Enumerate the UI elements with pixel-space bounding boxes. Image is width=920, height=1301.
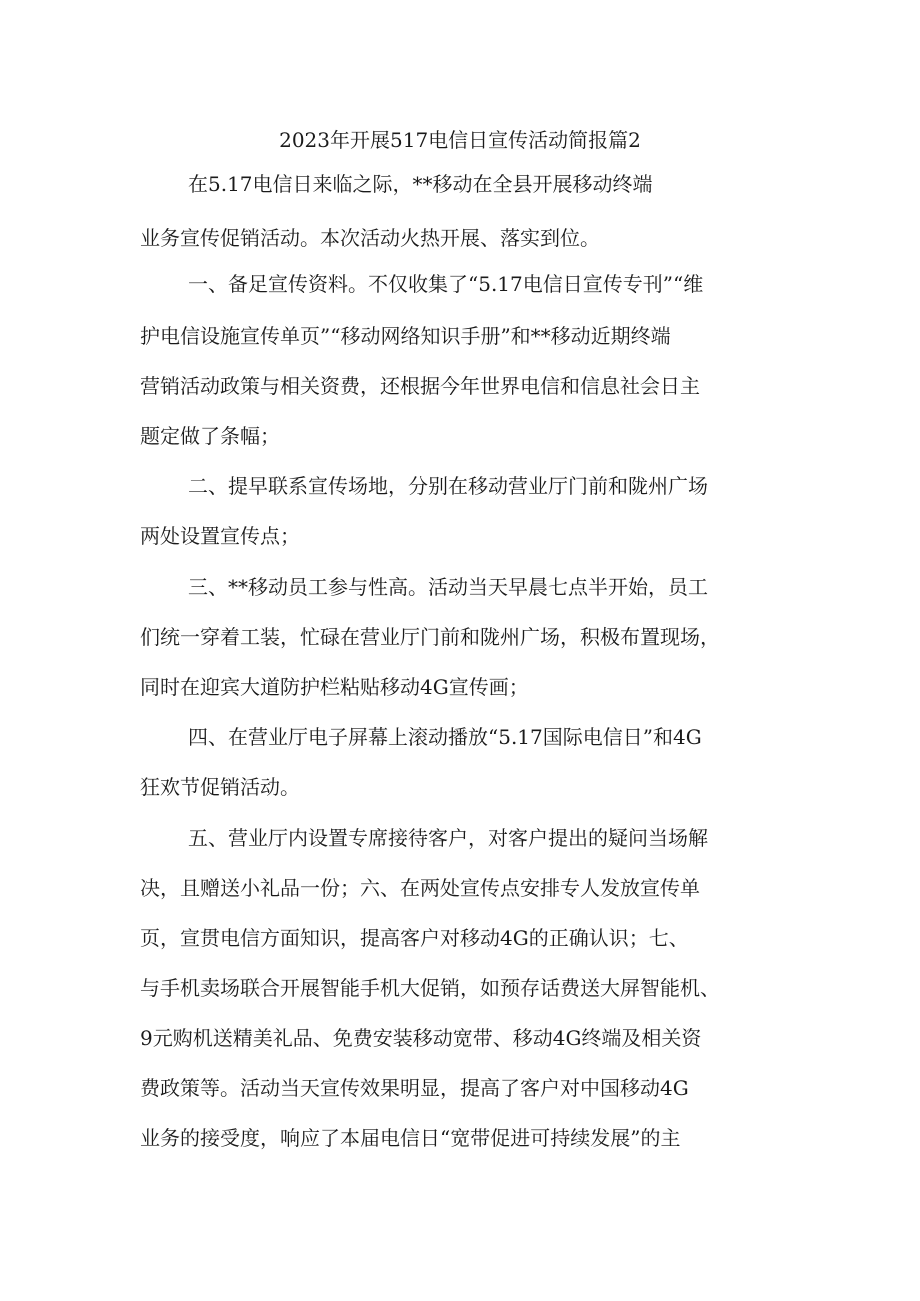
paragraph-line: 页，宣贯电信方面知识，提高客户对移动4G的正确认识；七、 xyxy=(140,926,689,950)
paragraph-line: 业务的接受度，响应了本届电信日“宽带促进可持续发展”的主 xyxy=(140,1126,681,1150)
paragraph-line: 四、在营业厅电子屏幕上滚动播放“5.17国际电信日”和4G xyxy=(188,725,702,749)
paragraph-line: 二、提早联系宣传场地，分别在移动营业厅门前和陇州广场 xyxy=(188,474,708,498)
paragraph-line: 9元购机送精美礼品、免费安装移动宽带、移动4G终端及相关资 xyxy=(140,1026,702,1050)
document-title: 2023年开展517电信日宣传活动简报篇2 xyxy=(279,128,641,152)
paragraph-line: 在5.17电信日来临之际，**移动在全县开展移动终端 xyxy=(188,172,653,196)
paragraph-line: 两处设置宣传点； xyxy=(140,524,300,548)
paragraph-line: 一、备足宣传资料。不仅收集了“5.17电信日宣传专刊”“维 xyxy=(188,272,704,296)
paragraph-line: 三、**移动员工参与性高。活动当天早晨七点半开始，员工 xyxy=(188,575,708,599)
paragraph-line: 们统一穿着工装，忙碌在营业厅门前和陇州广场，积极布置现场， xyxy=(140,625,720,649)
paragraph-line: 护电信设施宣传单页”“移动网络知识手册”和**移动近期终端 xyxy=(140,324,671,348)
paragraph-line: 费政策等。活动当天宣传效果明显，提高了客户对中国移动4G xyxy=(140,1076,689,1100)
paragraph-line: 同时在迎宾大道防护栏粘贴移动4G宣传画； xyxy=(140,675,529,699)
paragraph-line: 营销活动政策与相关资费，还根据今年世界电信和信息社会日主 xyxy=(140,374,700,398)
paragraph-line: 题定做了条幅； xyxy=(140,424,280,448)
paragraph-line: 决，且赠送小礼品一份；六、在两处宣传点安排专人发放宣传单 xyxy=(140,876,700,900)
paragraph-line: 五、营业厅内设置专席接待客户，对客户提出的疑问当场解 xyxy=(188,826,708,850)
paragraph-line: 业务宣传促销活动。本次活动火热开展、落实到位。 xyxy=(140,226,600,250)
paragraph-line: 与手机卖场联合开展智能手机大促销，如预存话费送大屏智能机、 xyxy=(140,976,720,1000)
paragraph-line: 狂欢节促销活动。 xyxy=(140,775,300,799)
